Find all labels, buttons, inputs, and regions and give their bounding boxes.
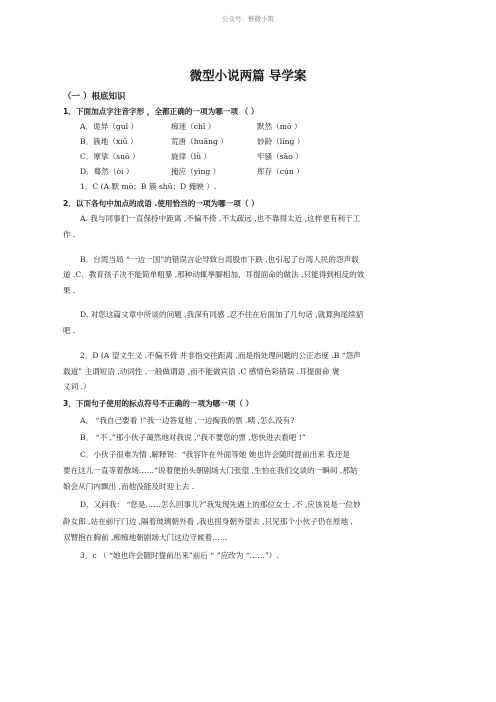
page-title: 微型小说两篇 导学案 <box>189 68 307 83</box>
q2-answer-line2: 载道” 主谓短语 ,动词性 ,一般做谓语 ,而不能做宾语 .C 感情色彩错误 .耳提面命 褒 <box>63 367 340 376</box>
q3-option-c-line2: 要在这儿一直等着散场……”说着便抬头朝剧场大门张望 ,生怕在我们交谈的一瞬间 ,那姑 <box>63 466 358 475</box>
q1-b-1: B．簇地（xiū ） <box>80 137 138 146</box>
q1-option-a <box>0 122 496 132</box>
q3-stem: 3．下面句子使用的标点符号不正确的一项为哪一项（ ） <box>63 399 254 408</box>
q3-option-c-line1: C．小伙子很难为情 ,解释说：“我容许在外面等她 她也许会随时提前出来 我还是 <box>80 450 350 459</box>
q2-option-a-line2: 作 . <box>63 230 76 239</box>
q1-c-3: 牢骚（sāo ） <box>257 152 303 161</box>
q1-b-3: 妙龄（líng ） <box>257 137 305 146</box>
q1-a-2: 痴迷（chī ） <box>171 122 216 131</box>
q1-answer: 1．C (A 默 mò；B 簇 shū；D 掩映 ）. <box>80 182 217 191</box>
q2-stem: 2．以下各句中加点的成语 .使用恰当的一项为哪一项（ ） <box>63 199 259 208</box>
q2-answer-line1: 2．D (A 望文生义 .不偏不倚 并非指交往距离 ,而是指处理问题的公正态度 .B “怨声 <box>80 351 361 360</box>
q1-d-3: 库存（cún ） <box>257 167 304 176</box>
q1-c-1: C．摩挲（suō ） <box>80 152 140 161</box>
q3-answer: 3．c （ “她也许会随时提前出来”前后 “ ”应改为 “……”）. <box>80 551 279 560</box>
q1-d-2: 掩应（yìng ） <box>171 167 221 176</box>
q1-b-2: 荒唐（huāng ） <box>171 137 228 146</box>
q3-option-c-line3: 娘会从门内飘出 ,而他没能及时迎上去 . <box>63 482 195 491</box>
q1-d-1: D．蓦然（òi ） <box>80 167 134 176</box>
q2-option-d-line2: 吧 . <box>63 326 76 335</box>
q2-option-b-line1: B．台湾当局 “一边一国”的错误言论导致台湾股市下跌 ,也引起了台湾人民的怨声载 <box>80 255 359 264</box>
q3-option-d-line2: 龄女郎 ,站在前厅门边 ,隔着玻璃朝外看 ,我也扭身朝外望去 ,只见那个小伙子仍在原地 , <box>63 517 353 526</box>
q3-option-a: A． “我自己要看 !”我一边答复他 ,一边掏我的票 .咦 ,怎么没有? <box>80 416 295 425</box>
q2-option-d-line1: D. 对您这篇文章中所谈的问题 ,我深有同感 ,忍不住在后面加了几句话 ,就算狗尾续貂 <box>80 310 364 319</box>
q1-c-2: 旋律（lǜ ） <box>171 152 212 161</box>
q2-answer-line3: 义词 .） <box>63 382 91 391</box>
q2-option-b-line3: 果 . <box>63 286 76 295</box>
q3-option-d-line1: D．又问我： “您是……怎么回事儿?”我发现先遇上的那位女士 ,不 ,应该说是一位妙 <box>80 500 361 509</box>
page-header: 公众号：惟微小筑 <box>222 15 274 23</box>
q1-option-c <box>0 152 496 162</box>
q3-option-d-line3: 双臂抱在胸前 ,痴痴地朝剧场大门这边守候着…… <box>63 533 228 542</box>
q1-option-b <box>0 137 496 147</box>
q1-a-1: A．诡异（guǐ ） <box>80 122 139 131</box>
q1-option-d <box>0 167 496 177</box>
section-heading: （一 ）根底知识 <box>63 92 126 102</box>
q1-a-3: 默然（mò ） <box>257 122 302 131</box>
q3-option-b: B． “不 ,”那小伙子蔼然地对我说 ,“我不要您的票 ,您快进去看吧 !” <box>80 433 306 442</box>
q1-stem: 1．下面加点字注音字形 ，全都正确的一项为哪一项 （ ） <box>63 107 259 116</box>
q2-option-a-line1: A. 我与同事们一直保持中距离 ,不偏不倚 ,不太疏远 ,也不靠得太近 ,这样更有利于工 <box>80 214 361 223</box>
q2-option-b-line2: 道 .C．教育孩子决不能简单粗暴 ,那种动辄挙脚相加、耳提面命的做法 ,只能得到相反的效 <box>63 270 365 279</box>
